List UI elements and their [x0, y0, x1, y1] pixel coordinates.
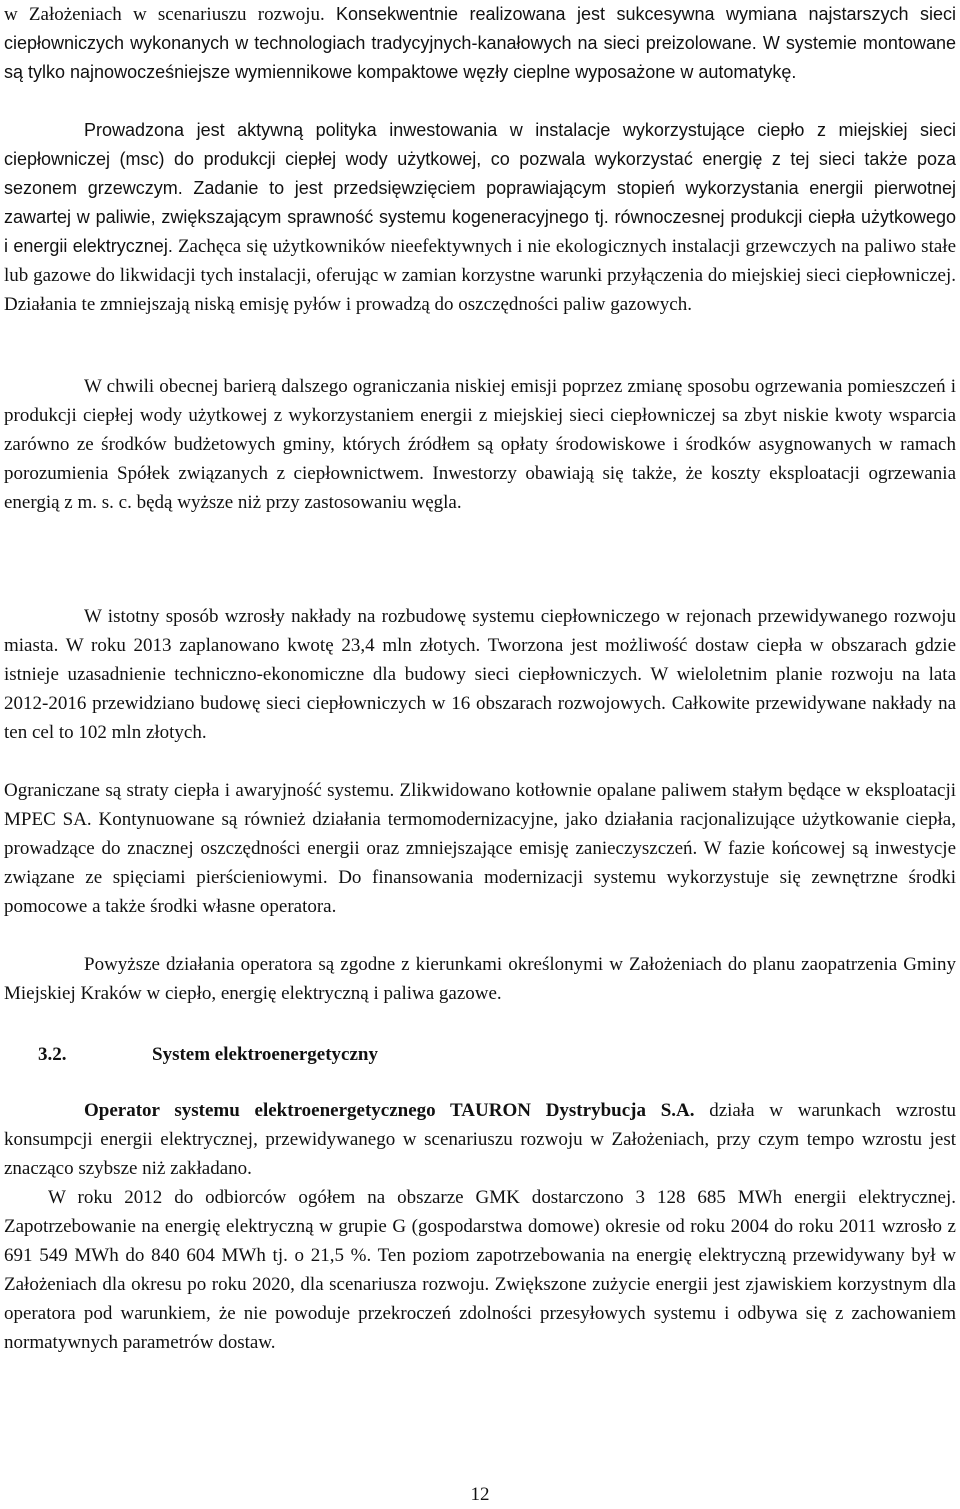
- paragraph-3: W chwili obecnej barierą dalszego ograniczania niskiej emisji poprzez zmianę sposobu ogrzewania pomieszczeń i produkcji ciepłej wody użytkowej z wykorzystaniem energii z miejskiej sieci ciepłowniczej sa zbyt niskie kwoty wsparcia zarówno ze środków budżetowych gminy, których źródłem są opłaty środowiskowe i środków asygnowanych w ramach porozumienia Spółek związanych z ciepłownictwem. Inwestorzy obawiają się także, że koszty eksploatacji ogrzewania energią z m. s. c. będą wyższe niż przy zastosowaniu węgla.: [4, 376, 956, 513]
- operator-name: Operator systemu elektroenergetycznego TAURON Dystrybucja S.A.: [84, 1100, 695, 1121]
- section-title: System elektroenergetyczny: [152, 1044, 378, 1065]
- paragraph-2-sans: Prowadzona jest aktywną polityka inwestowania w instalacje wykorzystujące ciepło z miejskiej sieci ciepłowniczej (msc) do produkcji ciepłej wody użytkowej, co pozwala wykorzystać energię z tej sieci także poza sezonem grzewczym. Zadanie to jest przedsięwzięciem poprawiającym stopień wykorzystania energii pierwotnej zawartej w paliwie, zwiększającym sprawność systemu kogeneracyjnego tj. równoczesnej produkcji ciepła użytkowego i energii elektrycznej.: [4, 120, 956, 256]
- page-number: 12: [470, 1484, 490, 1505]
- paragraph-2-serif: Zachęca się użytkowników nieefektywnych i nie ekologicznych instalacji grzewczych na paliwo stałe lub gazowe do likwidacji tych instalacji, oferując w zamian korzystne warunki przyłączenia do miejskiej sieci ciepłowniczej. Działania te zmniejszają niską emisję pyłów i prowadzą do oszczędności paliw gazowych.: [4, 236, 956, 315]
- section-heading: [38, 1040, 378, 1069]
- paragraph-5: Ograniczane są straty ciepła i awaryjność systemu. Zlikwidowano kotłownie opalane paliwem stałym będące w eksploatacji MPEC SA. Kontynuowane są również działania termomodernizacyjne, jako działania racjonalizujące użytkowanie ciepła, prowadzące do znacznej oszczędności energii oraz zmniejszające emisję zanieczyszczeń. W fazie końcowej są inwestycje związane ze spięciami pierścieniowymi. Do finansowania modernizacji systemu wykorzystuje się zewnętrzne środki pomocowe a także środki własne operatora.: [4, 780, 956, 917]
- paragraph-7-text: działa w warunkach wzrostu konsumpcji energii elektrycznej, przewidywanego w scenariuszu rozwoju w Założeniach, przy czym tempo wzrostu jest znacząco szybsze niż zakładano.: [4, 1100, 956, 1179]
- paragraph-8: W roku 2012 do odbiorców ogółem na obszarze GMK dostarczono 3 128 685 MWh energii elektrycznej. Zapotrzebowanie na energię elektryczną w grupie G (gospodarstwa domowe) okresie od roku 2004 do roku 2011 wzrosło z 691 549 MWh do 840 604 MWh tj. o 21,5 %. Ten poziom zapotrzebowania na energię elektryczną przewidywany był w Założeniach dla okresu po roku 2020, dla scenariusza rozwoju. Zwiększone zużycie energii jest zjawiskiem korzystnym dla operatora pod warunkiem, że nie powoduje przekroczeń zdolności przesyłowych systemu i odbywa się z zachowaniem normatywnych parametrów dostaw.: [4, 1187, 956, 1353]
- paragraph-1-sans: Konsekwentnie realizowana jest sukcesywna wymiana najstarszych sieci ciepłowniczych wykonanych w technologiach tradycyjnych-kanałowych na sieci preizolowane. W systemie montowane są tylko najnowocześniejsze wymiennikowe kompaktowe węzły cieplne wyposażone w automatykę.: [4, 4, 956, 82]
- paragraph-6: Powyższe działania operatora są zgodne z kierunkami określonymi w Założeniach do planu zaopatrzenia Gminy Miejskiej Kraków w ciepło, energię elektryczną i paliwa gazowe.: [4, 954, 956, 1004]
- paragraph-1: [4, 0, 956, 87]
- paragraph-2: [4, 116, 956, 319]
- section-number: 3.2.: [38, 1044, 67, 1065]
- paragraph-1-serif: w Założeniach w scenariuszu rozwoju.: [4, 4, 325, 25]
- paragraph-7: [4, 1096, 956, 1183]
- paragraph-4: W istotny sposób wzrosły nakłady na rozbudowę systemu ciepłowniczego w rejonach przewidywanego rozwoju miasta. W roku 2013 zaplanowano kwotę 23,4 mln złotych. Tworzona jest możliwość dostaw ciepła w obszarach gdzie istnieje uzasadnienie techniczno-ekonomiczne dla budowy sieci ciepłowniczych. W wieloletnim planie rozwoju na lata 2012-2016 przewidziano budowę sieci ciepłowniczych w 16 obszarach rozwojowych. Całkowite przewidywane nakłady na ten cel to 102 mln złotych.: [4, 606, 956, 743]
